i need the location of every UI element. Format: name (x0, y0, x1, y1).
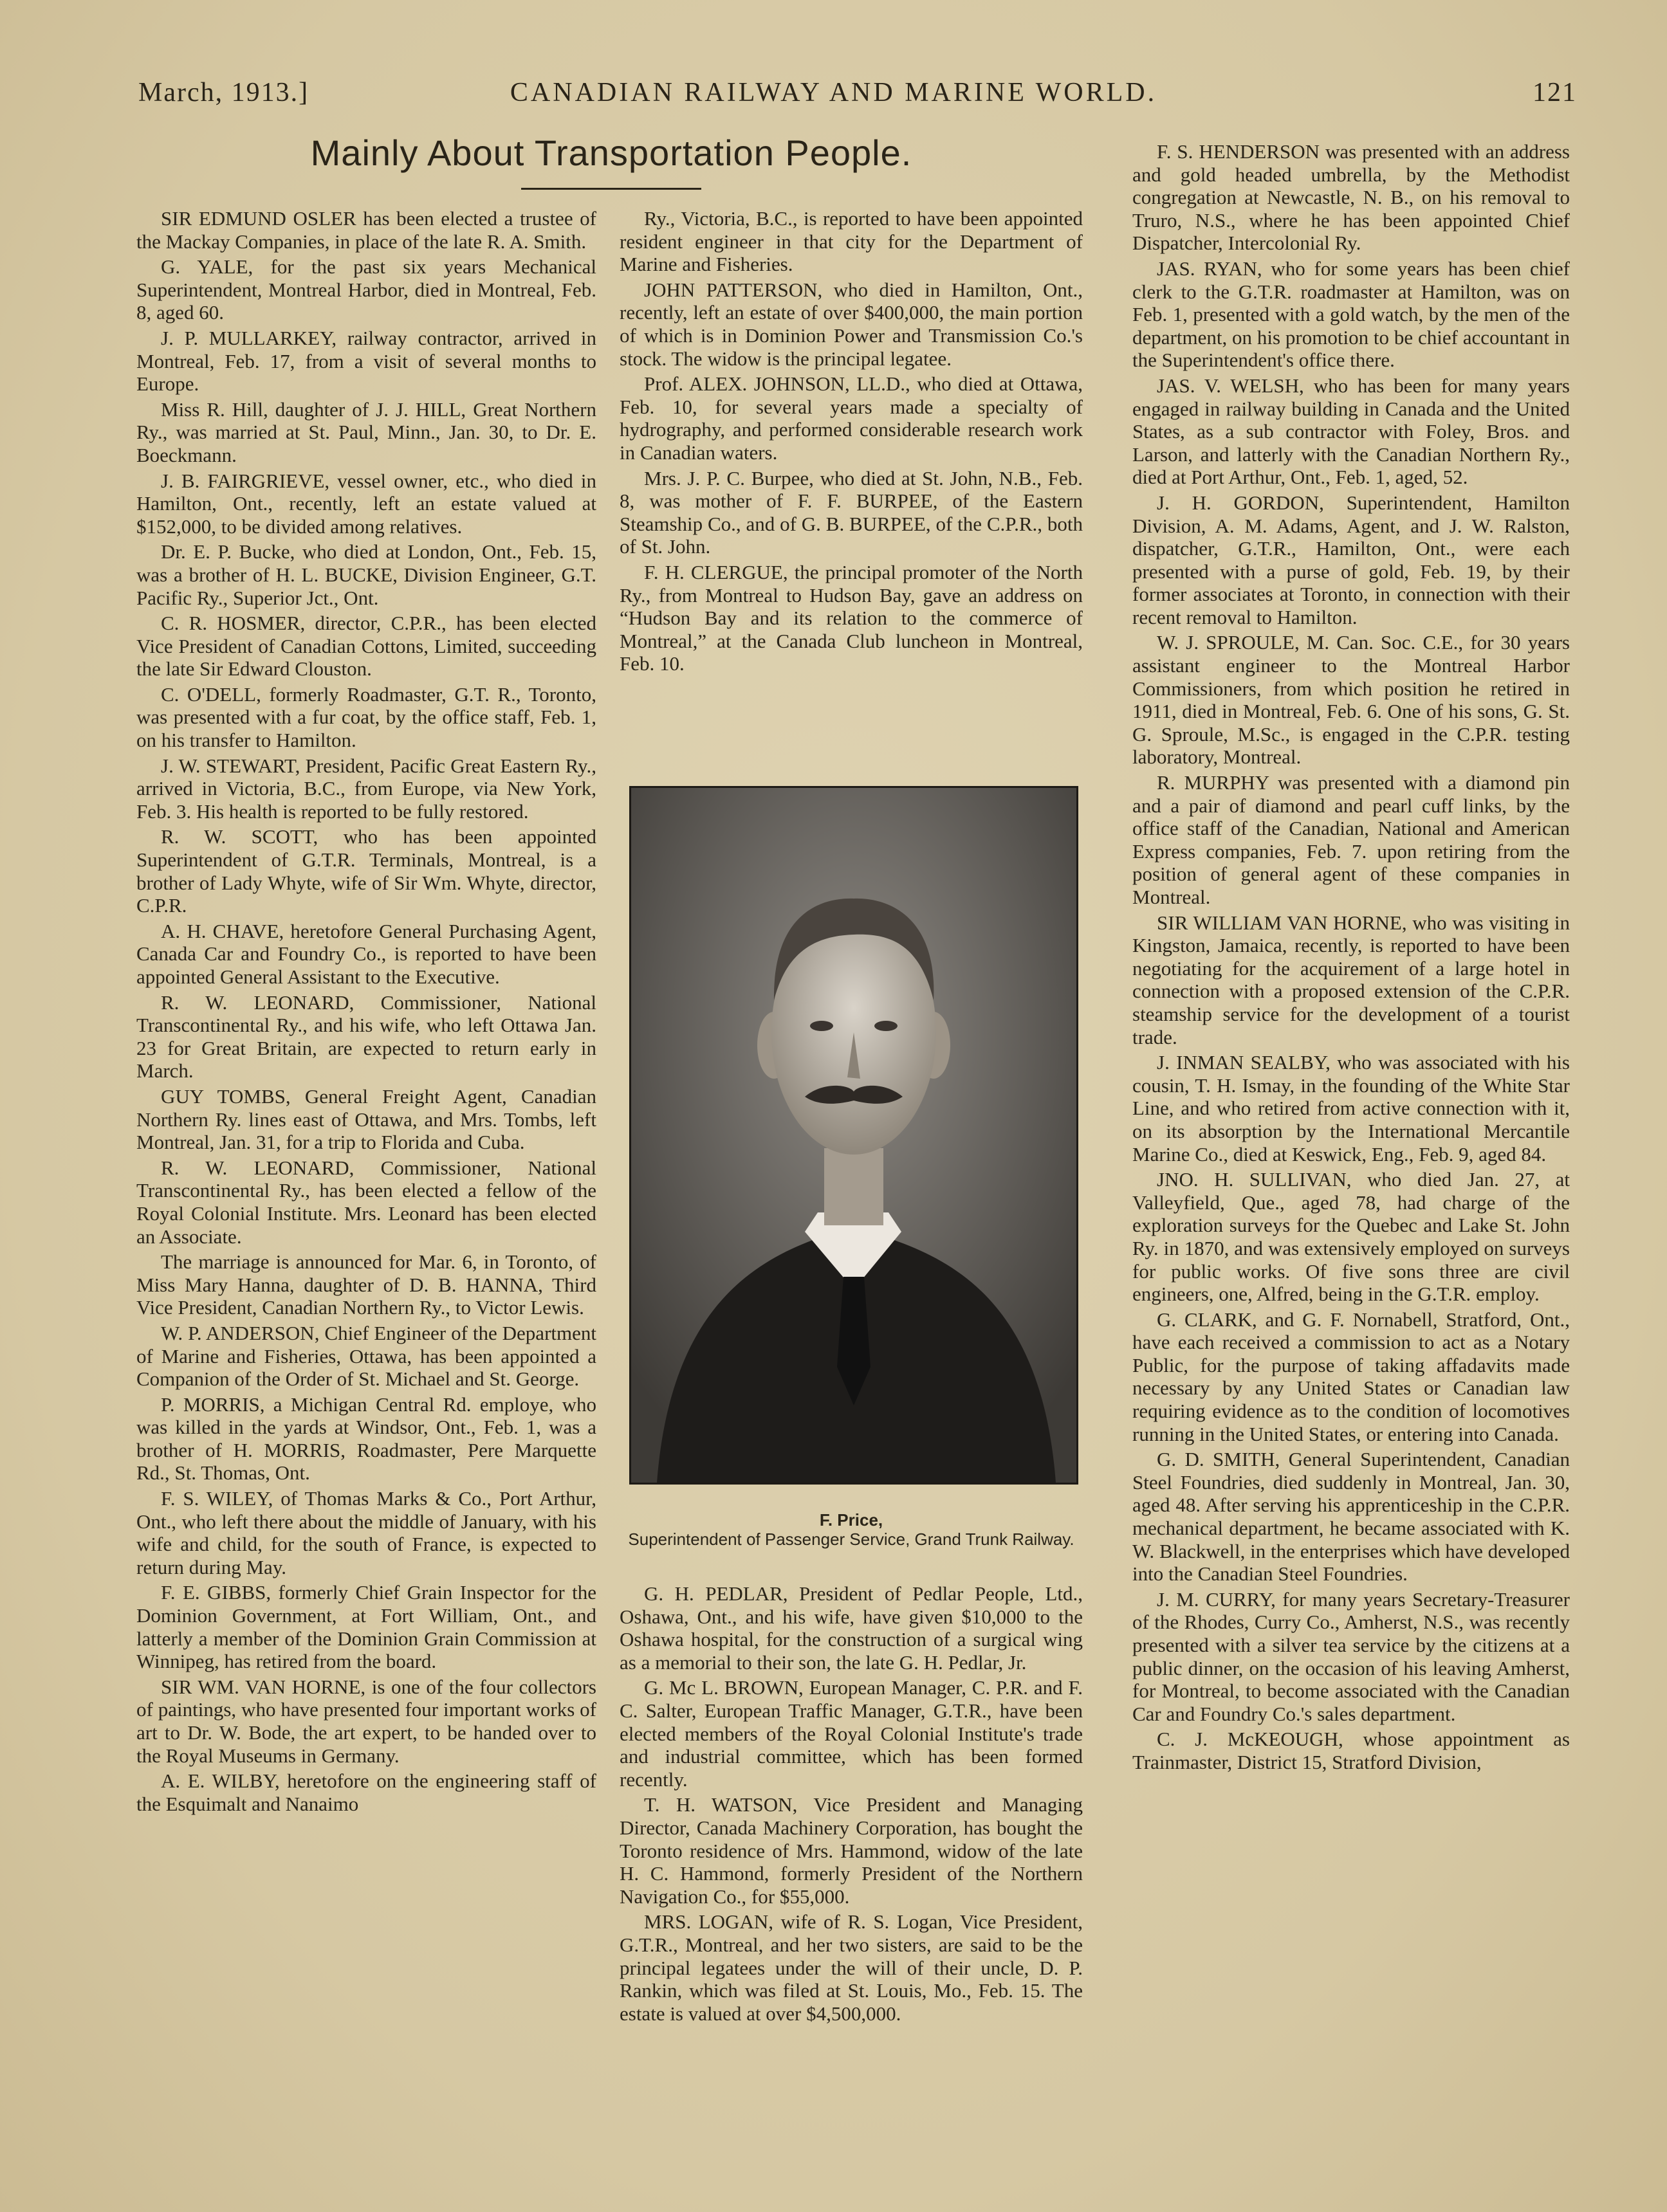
title-rule (521, 188, 701, 190)
news-item: G. H. PEDLAR, President of Pedlar People, Ltd., Oshawa, Ont., and his wife, have given $10,000 to the Oshawa hospital, for the construction of a surgical wing as a memorial to their son, the late G. H. Pedlar, Jr. (620, 1582, 1083, 1674)
news-item: R. W. LEONARD, Commissioner, National Transcontinental Ry., has been elected a fellow of the Royal Colonial Institute. Mrs. Leonard has been elected an Associate. (136, 1156, 596, 1248)
news-item: C. O'DELL, formerly Roadmaster, G.T. R., Toronto, was presented with a fur coat, by the office staff, Feb. 1, on his transfer to Hamilton. (136, 682, 596, 752)
news-item: J. H. GORDON, Superintendent, Hamilton Division, A. M. Adams, Agent, and J. W. Ralston, dispatcher, G.T.R., Hamilton, Ont., were each presented with a purse of gold, Feb. 19, by their former associates at Toronto, in connection with their recent removal to Hamilton. (1132, 491, 1570, 628)
column-2-bottom (620, 1582, 1083, 2027)
header-page-number: 121 (1533, 78, 1577, 107)
news-item: J. P. MULLARKEY, railway contractor, arrived in Montreal, Feb. 17, from a visit of several months to Europe. (136, 326, 596, 396)
news-item: J. B. FAIRGRIEVE, vessel owner, etc., who died in Hamilton, Ont., recently, left an estate valued at $152,000, to be divided among relatives. (136, 469, 596, 538)
news-item: F. S. WILEY, of Thomas Marks & Co., Port Arthur, Ont., who left there about the middle of January, with his wife and child, for the south of France, is expected to return during May. (136, 1487, 596, 1578)
header-date: March, 1913.] (138, 78, 309, 107)
column-2-top (620, 207, 1083, 678)
news-item: C. J. McKEOUGH, whose appointment as Trainmaster, District 15, Stratford Division, (1132, 1728, 1570, 1773)
news-item: J. INMAN SEALBY, who was associated with his cousin, T. H. Ismay, in the founding of the White Star Line, and who retired from active connection with it, on its absorption by the International Mercantile Marine Co., died at Keswick, Eng., Feb. 9, aged 84. (1132, 1051, 1570, 1165)
news-item: W. P. ANDERSON, Chief Engineer of the Department of Marine and Fisheries, Ottawa, has been appointed a Companion of the Order of St. Michael and St. George. (136, 1321, 596, 1391)
news-item: JOHN PATTERSON, who died in Hamilton, Ont., recently, left an estate of over $400,000, the main portion of which is in Dominion Power and Transmission Co.'s stock. The widow is the principal legatee. (620, 278, 1083, 370)
news-item: Dr. E. P. Bucke, who died at London, Ont., Feb. 15, was a brother of H. L. BUCKE, Division Engineer, G.T. Pacific Ry., Superior Jct., Ont. (136, 540, 596, 609)
news-item: G. CLARK, and G. F. Nornabell, Stratford, Ont., have each received a commission to act as a Notary Public, for the purpose of taking affadavits made necessary by any United States or Canadian law requiring evidence as to the condition of locomotives running in the United States, or entering into Canada. (1132, 1308, 1570, 1445)
news-item: Miss R. Hill, daughter of J. J. HILL, Great Northern Ry., was married at St. Paul, Minn., Jan. 30, to Dr. E. Boeckmann. (136, 398, 596, 466)
news-item: C. R. HOSMER, director, C.P.R., has been elected Vice President of Canadian Cottons, Limited, succeeding the late Sir Edward Clouston. (136, 612, 596, 681)
news-item: R. W. LEONARD, Commissioner, National Transcontinental Ry., and his wife, who left Ottawa Jan. 23 for Great Britain, are expected to return early in March. (136, 991, 596, 1083)
news-item: G. YALE, for the past six years Mechanical Superintendent, Montreal Harbor, died in Montreal, Feb. 8, aged 60. (136, 255, 596, 324)
caption-role: Superintendent of Passenger Service, Grand Trunk Railway. (628, 1530, 1074, 1549)
caption-name: F. Price, (819, 1510, 883, 1530)
news-item: J. M. CURRY, for many years Secretary-Treasurer of the Rhodes, Curry Co., Amherst, N.S., was recently presented with a silver tea service by the citizens at a public dinner, on the occasion of his leaving Amherst, for Montreal, to become associated with the Canadian Car and Foundry Co.'s sales department. (1132, 1587, 1570, 1725)
news-item: W. J. SPROULE, M. Can. Soc. C.E., for 30 years assistant engineer to the Montreal Harbor Commissioners, from which position he retired in 1911, died in Montreal, Feb. 6. One of his sons, G. St. G. Sproule, M.Sc., is engaged in the C.P.R. testing laboratory, Montreal. (1132, 631, 1570, 769)
news-item: J. W. STEWART, President, Pacific Great Eastern Ry., arrived in Victoria, B.C., from Europe, via New York, Feb. 3. His health is reported to be fully restored. (136, 754, 596, 823)
news-item: P. MORRIS, a Michigan Central Rd. employe, who was killed in the yards at Windsor, Ont., Feb. 1, was a brother of H. MORRIS, Roadmaster, Pere Marquette Rd., St. Thomas, Ont. (136, 1393, 596, 1485)
news-item: G. D. SMITH, General Superintendent, Canadian Steel Foundries, died suddenly in Montreal, Jan. 30, aged 48. After serving his apprenticeship in the C.P.R. mechanical department, he became associated with K. W. Blackwell, in the enterprises which have developed into the Canadian Steel Foundries. (1132, 1448, 1570, 1586)
portrait-photo (629, 786, 1078, 1485)
news-item: MRS. LOGAN, wife of R. S. Logan, Vice President, G.T.R., Montreal, and her two sisters, are said to be the principal legatees under the will of their uncle, D. P. Rankin, which was filed at St. Louis, Mo., Feb. 15. The estate is valued at over $4,500,000. (620, 1910, 1083, 2025)
news-item: F. H. CLERGUE, the principal promoter of the North Ry., from Montreal to Hudson Bay, gave an address on “Hudson Bay and its relation to the commerce of Montreal,” at the Canada Club luncheon in Montreal, Feb. 10. (620, 560, 1083, 675)
news-item: SIR WM. VAN HORNE, is one of the four collectors of paintings, who have presented four important works of art to Dr. W. Bode, the art expert, to be handed over to the Royal Museums in Germany. (136, 1675, 596, 1767)
news-item: GUY TOMBS, General Freight Agent, Canadian Northern Ry. lines east of Ottawa, and Mrs. Tombs, left Montreal, Jan. 31, for a trip to Florida and Cuba. (136, 1084, 596, 1154)
news-item: Ry., Victoria, B.C., is reported to have been appointed resident engineer in that city for the Department of Marine and Fisheries. (620, 207, 1083, 276)
news-item: JAS. RYAN, who for some years has been chief clerk to the G.T.R. roadmaster at Hamilton, was on Feb. 1, presented with a gold watch, by the men of the department, on his promotion to be chief accountant in the Superintendent's office there. (1132, 257, 1570, 372)
article-title: Mainly About Transportation People. (310, 133, 912, 173)
news-item: F. S. HENDERSON was presented with an address and gold headed umbrella, by the Methodist congregation at Newcastle, N. B., on his removal to Truro, N.S., where he has been appointed Chief Dispatcher, Intercolonial Ry. (1132, 140, 1570, 255)
news-item: SIR WILLIAM VAN HORNE, who was visiting in Kingston, Jamaica, recently, is reported to have been negotiating for the acquirement of a large hotel in connection with a proposed extension of the C.P.R. steamship service for the development of a tourist trade. (1132, 911, 1570, 1048)
news-item: A. H. CHAVE, heretofore General Purchasing Agent, Canada Car and Foundry Co., is reported to have been appointed General Assistant to the Executive. (136, 919, 596, 988)
portrait-image-icon (631, 788, 1076, 1483)
news-item: G. Mc L. BROWN, European Manager, C. P.R. and F. C. Salter, European Traffic Manager, G.T.R., have been elected members of the Royal Colonial Institute's trade and industrial committee, which has been formed recently. (620, 1676, 1083, 1791)
news-item: JNO. H. SULLIVAN, who died Jan. 27, at Valleyfield, Que., aged 78, had charge of the exploration surveys for the Quebec and Lake St. John Ry. in 1870, and was extensively employed on surveys for public works. Of five sons three are civil engineers, one, Alfred, being in the G.T.R. employ. (1132, 1168, 1570, 1306)
news-item: R. MURPHY was presented with a diamond pin and a pair of diamond and pearl cuff links, by the office staff of the Canadian, National and American Express companies, Feb. 7. upon retiring from the position of general agent of these companies in Montreal. (1132, 771, 1570, 908)
news-item: T. H. WATSON, Vice President and Managing Director, Canada Machinery Corporation, has bought the Toronto residence of Mrs. Hammond, widow of the late H. C. Hammond, formerly President of the Northern Navigation Co., for $55,000. (620, 1793, 1083, 1908)
news-item: Mrs. J. P. C. Burpee, who died at St. John, N.B., Feb. 8, was mother of F. F. BURPEE, of the Eastern Steamship Co., and of G. B. BURPEE, of the C.P.R., both of St. John. (620, 466, 1083, 558)
column-1 (136, 207, 596, 1818)
news-item: The marriage is announced for Mar. 6, in Toronto, of Miss Mary Hanna, daughter of D. B. HANNA, Third Vice President, Canadian Northern Ry., to Victor Lewis. (136, 1250, 596, 1319)
news-item: F. E. GIBBS, formerly Chief Grain Inspector for the Dominion Government, at Fort William, Ont., and latterly a member of the Dominion Grain Commission at Winnipeg, has retired from the board. (136, 1581, 596, 1673)
news-item: R. W. SCOTT, who has been appointed Superintendent of G.T.R. Terminals, Montreal, is a brother of Lady Whyte, wife of Sir Wm. Whyte, director, C.P.R. (136, 825, 596, 917)
photo-caption (620, 1510, 1083, 1549)
news-item: A. E. WILBY, heretofore on the engineering staff of the Esquimalt and Nanaimo (136, 1769, 596, 1815)
news-item: Prof. ALEX. JOHNSON, LL.D., who died at Ottawa, Feb. 10, for several years made a specialty of hydrography, and performed considerable research work in Canadian waters. (620, 372, 1083, 464)
news-item: JAS. V. WELSH, who has been for many years engaged in railway building in Canada and the United States, as a sub contractor with Foley, Bros. and Larson, and latterly with the Canadian Northern Ry., died at Port Arthur, Ont., Feb. 1, aged, 52. (1132, 374, 1570, 489)
news-item: SIR EDMUND OSLER has been elected a trustee of the Mackay Companies, in place of the late R. A. Smith. (136, 207, 596, 253)
column-3 (1132, 140, 1570, 1777)
header-journal-title: CANADIAN RAILWAY AND MARINE WORLD. (510, 78, 1157, 107)
